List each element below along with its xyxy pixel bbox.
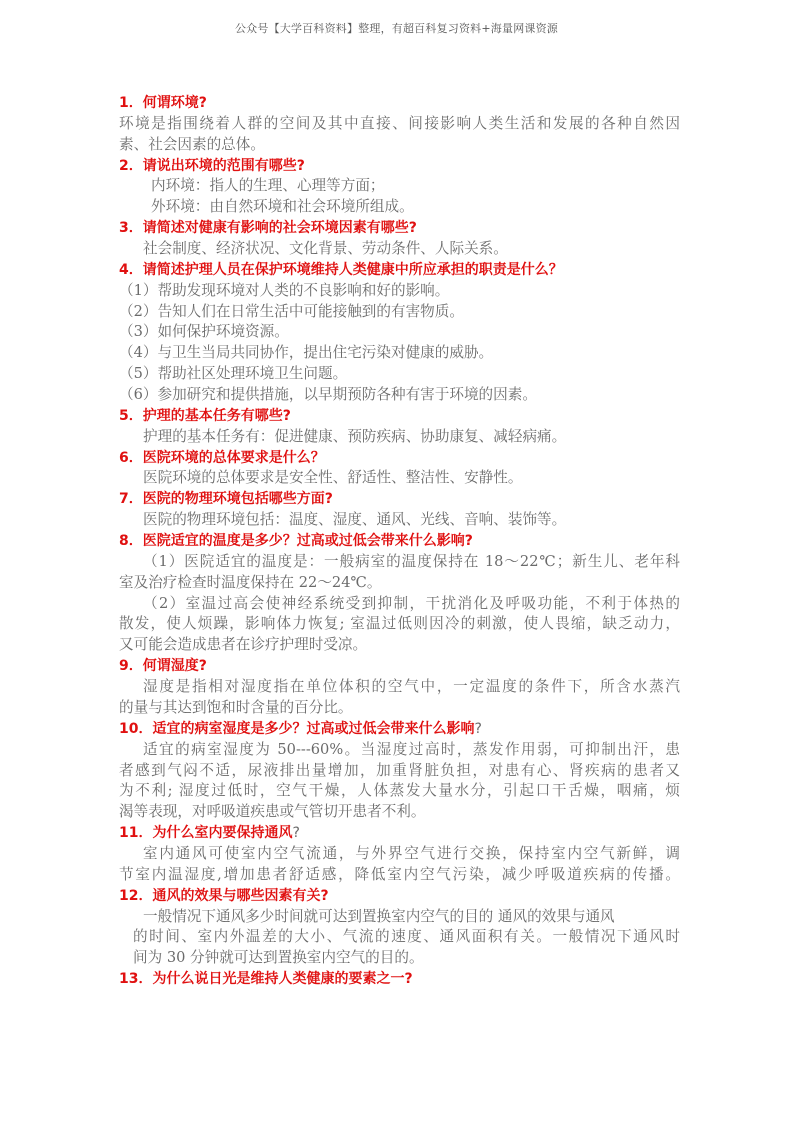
- answer-line: 的时间、室内外温差的大小、气流的速度、通风面积有关。一般情况下通风时: [133, 928, 680, 946]
- question-11-mark: ?: [292, 825, 300, 842]
- answer-line: 的量与其达到饱和时含量的百分比。: [119, 698, 353, 716]
- answer-line: 渴等表现，对呼吸道疾患或气管切开患者不利。: [119, 803, 426, 821]
- question-4-title: 4．请简述护理人员在保护环境维持人类健康中所应承担的职责是什么？: [119, 261, 563, 278]
- question-3-title: 3．请简述对健康有影响的社会环境因素有哪些?: [119, 220, 417, 237]
- answer-line: 室及治疗检查时温度保持在 22～24℃。: [119, 573, 382, 591]
- answer-line: 者感到气闷不适，尿液排出量增加，加重肾脏负担，对患有心、肾疾病的患者又: [119, 761, 680, 779]
- answer-item: （3）如何保护环境资源。: [119, 323, 289, 341]
- answer-line: 外环境：由自然环境和社会环境所组成。: [151, 198, 414, 216]
- answer-line: 湿度是指相对湿度指在单位体积的空气中，一定温度的条件下，所含水蒸汽: [143, 678, 680, 696]
- question-10-title: [119, 719, 680, 740]
- question-5-title: 5．护理的基本任务有哪些?: [119, 407, 291, 424]
- answer-line: 一般情况下通风多少时间就可达到置换室内空气的目的 通风的效果与通风: [143, 907, 615, 925]
- document-body: [119, 93, 680, 990]
- answer-line: 间为 30 分钟就可达到置换室内空气的目的。: [133, 949, 424, 967]
- question-11-text: 11．为什么室内要保持通风: [119, 825, 293, 842]
- question-2-title: 2．请说出环境的范围有哪些?: [119, 157, 305, 174]
- answer-line: 室内通风可使室内空气流通，与外界空气进行交换，保持室内空气新鲜，调: [143, 844, 680, 862]
- question-13-title: 13．为什么说日光是维持人类健康的要素之一?: [119, 971, 413, 988]
- answer-line: 医院的物理环境包括：温度、湿度、通风、光线、音响、装饰等。: [143, 511, 567, 529]
- answer-item: （1）帮助发现环境对人类的不良影响和好的影响。: [119, 281, 450, 299]
- answer-line: 散发，使人烦躁，影响体力恢复; 室温过低则因冷的刺激，使人畏缩，缺乏动力，: [119, 615, 680, 633]
- page-header-watermark: 公众号【大学百科资料】整理，有超百科复习资料+海量网课资源: [234, 22, 558, 35]
- answer-line: 护理的基本任务有：促进健康、预防疾病、协助康复、减轻病痛。: [143, 427, 567, 445]
- answer-item: （5）帮助社区处理环境卫生问题。: [119, 365, 348, 383]
- answer-line: （2）室温过高会使神经系统受到抑制，干扰消化及呼吸功能，不利于体热的: [143, 594, 680, 612]
- question-6-title: 6．医院环境的总体要求是什么？: [119, 449, 325, 466]
- answer-item: （2）告知人们在日常生活中可能接触到的有害物质。: [119, 302, 464, 320]
- answer-line: 素、社会因素的总体。: [119, 135, 265, 153]
- question-7-title: 7．医院的物理环境包括哪些方面?: [119, 491, 333, 508]
- answer-line: 为不利; 湿度过低时，空气干燥，人体蒸发大量水分，引起口干舌燥，咽痛，烦: [119, 782, 680, 800]
- answer-line: 环境是指围绕着人群的空间及其中直接、间接影响人类生活和发展的各种自然因: [119, 114, 680, 132]
- answer-line: 又可能会造成患者在诊疗护理时受凉。: [119, 636, 368, 654]
- question-10-mark: ?: [474, 720, 482, 737]
- question-12-title: 12．通风的效果与哪些因素有关?: [119, 887, 329, 904]
- answer-line: （1）医院适宜的温度是：一般病室的温度保持在 18～22℃；新生儿、老年科: [143, 552, 680, 570]
- answer-line: 适宜的病室湿度为 50---60%。当湿度过高时，蒸发作用弱，可抑制出汗，患: [143, 740, 680, 758]
- question-11-title: [119, 823, 680, 844]
- answer-line: 社会制度、经济状况、文化背景、劳动条件、人际关系。: [143, 240, 508, 258]
- answer-line: 内环境：指人的生理、心理等方面；: [151, 177, 385, 195]
- question-10-text: 10．适宜的病室湿度是多少？过高或过低会带来什么影响: [119, 720, 475, 737]
- answer-line: 节室内温湿度,增加患者舒适感，降低室内空气污染，减少呼吸道疾病的传播。: [119, 865, 680, 883]
- question-1-title: 1．何谓环境?: [119, 95, 207, 111]
- answer-item: （6）参加研究和提供措施，以早期预防各种有害于环境的因素。: [119, 386, 537, 404]
- question-8-title: 8．医院适宜的温度是多少？过高或过低会带来什么影响?: [119, 533, 473, 550]
- question-9-title: 9．何谓湿度?: [119, 658, 207, 675]
- answer-line: 医院环境的总体要求是安全性、舒适性、整洁性、安静性。: [143, 469, 523, 487]
- answer-item: （4）与卫生当局共同协作，提出住宅污染对健康的威胁。: [119, 344, 494, 362]
